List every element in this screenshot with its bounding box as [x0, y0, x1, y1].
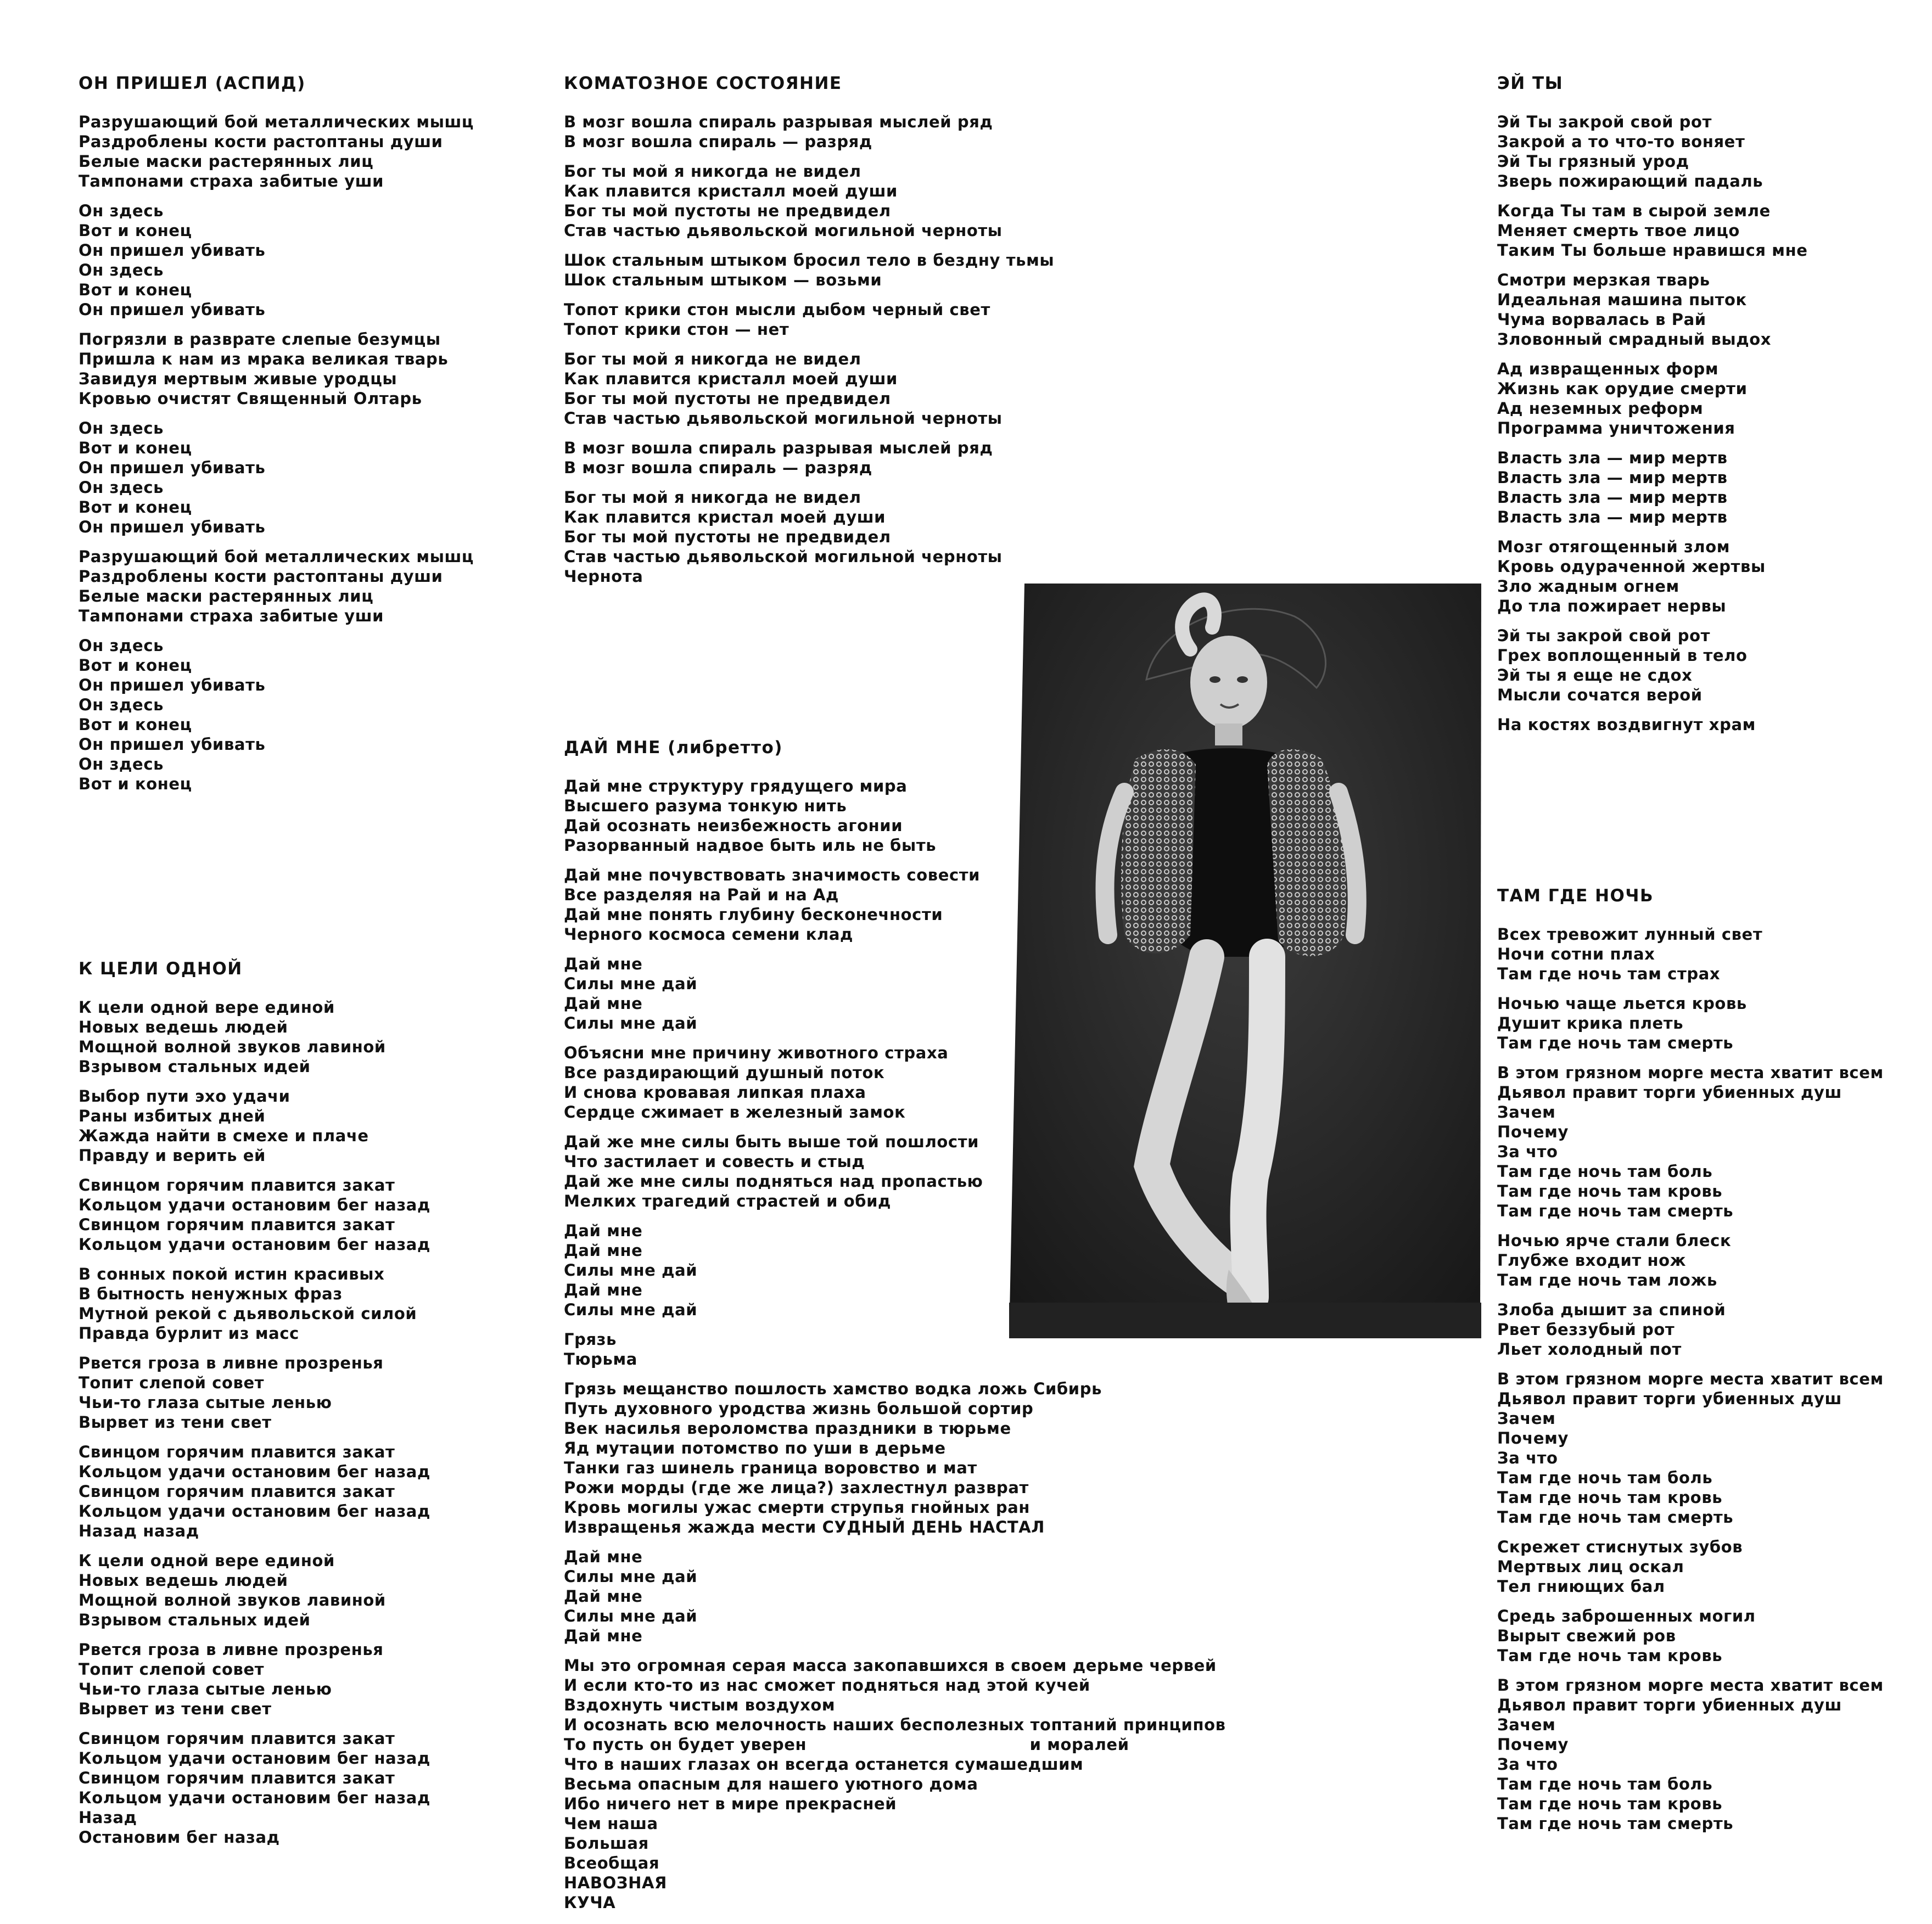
lyric-line: Черного космоса семени клад [564, 925, 854, 944]
lyric-line: Вот и конец [79, 281, 192, 299]
lyric-line: Назад назад [79, 1522, 199, 1540]
lyric-line: Рвется гроза в ливне прозренья [79, 1640, 384, 1659]
song-k-celi-odnoy [79, 959, 430, 1857]
lyric-line: Топот крики стон — нет [564, 320, 789, 339]
lyric-line: Зачем [1497, 1103, 1556, 1121]
lyric-line: Он здесь [79, 201, 164, 220]
lyric-line: Там где ночь там ложь [1497, 1271, 1717, 1289]
lyric-line: Чьи-то глаза сытые ленью [79, 1680, 332, 1698]
lyric-line: Там где ночь там кровь [1497, 1182, 1723, 1201]
lyric-line: Дай мне [564, 994, 643, 1013]
song-lyrics [79, 112, 474, 794]
song-title: ЭЙ ТЫ [1497, 74, 1564, 93]
lyric-line: Дай мне [564, 1587, 643, 1606]
lyric-line: Мертвых лиц оскал [1497, 1557, 1684, 1576]
lyric-line: КУЧА [564, 1893, 616, 1912]
lyric-line: Свинцом горячим плавится закат [79, 1769, 395, 1787]
stanza [79, 418, 474, 537]
lyric-line: Тампонами страха забитые уши [79, 172, 384, 190]
stanza [79, 329, 474, 408]
lyric-line: Правду и верить ей [79, 1146, 266, 1165]
lyric-line: Силы мне дай [564, 1300, 698, 1319]
stanza [564, 349, 1054, 428]
lyric-line: Он здесь [79, 695, 164, 714]
lyric-line: То пусть он будет уверен и моралей [564, 1735, 1129, 1754]
lyric-line: За что [1497, 1142, 1558, 1161]
lyric-line: В этом грязном морге места хватит всем [1497, 1370, 1884, 1388]
lyric-line: Дай мне [564, 1626, 643, 1645]
stanza [1497, 112, 1808, 191]
lyric-line: Разорванный надвое быть иль не быть [564, 836, 937, 855]
lyric-line: В сонных покой истин красивых [79, 1265, 385, 1283]
lyric-line: Мутной рекой с дьявольской силой [79, 1304, 417, 1323]
lyric-line: Закрой а то что-то воняет [1497, 132, 1745, 151]
lyric-line: Дай мне [564, 1281, 643, 1299]
lyric-line: Почему [1497, 1735, 1569, 1754]
song-lyrics [1497, 924, 1884, 1833]
lyric-line: Топот крики стон мысли дыбом черный свет [564, 300, 990, 319]
stanza [79, 997, 430, 1076]
lyric-line: Новых ведешь людей [79, 1018, 288, 1036]
lyric-line: И если кто-то из нас сможет подняться над этой кучей [564, 1676, 1090, 1695]
lyric-line: За что [1497, 1449, 1558, 1467]
lyric-line: Зловонный смрадный выдох [1497, 330, 1772, 349]
lyric-line: Зачем [1497, 1715, 1556, 1734]
lyric-line: Путь духовного уродства жизнь большой сортир [564, 1399, 1034, 1418]
lyric-line: Жажда найти в смехе и плаче [79, 1126, 369, 1145]
lyric-line: Топит слепой совет [79, 1660, 265, 1679]
lyric-line: Силы мне дай [564, 1261, 698, 1280]
lyric-line: Он пришел убивать [79, 300, 266, 319]
stanza [79, 112, 474, 191]
song-on-prishel [79, 74, 474, 804]
lyric-line: Он пришел убивать [79, 518, 266, 536]
stanza [1497, 1063, 1884, 1221]
stanza [79, 1442, 430, 1541]
stanza [79, 201, 474, 319]
stanza [564, 487, 1054, 586]
lyric-line: Силы мне дай [564, 1607, 698, 1625]
lyric-line: Мощной волной звуков лавиной [79, 1037, 386, 1056]
lyric-line: Он пришел убивать [79, 241, 266, 260]
lyric-line: Разрушающий бой металлических мышц [79, 113, 474, 131]
lyric-line: Яд мутации потомство по уши в дерьме [564, 1439, 946, 1457]
lyric-line: Программа уничтожения [1497, 419, 1735, 437]
song-title: К ЦЕЛИ ОДНОЙ [79, 959, 243, 979]
lyric-line: Тел гниющих бал [1497, 1577, 1665, 1596]
lyric-line: Вот и конец [79, 221, 192, 240]
lyric-line: Что застилает и совесть и стыд [564, 1152, 865, 1171]
lyric-line: Новых ведешь людей [79, 1571, 288, 1590]
stanza [1497, 201, 1808, 260]
lyric-line: Чьи-то глаза сытые ленью [79, 1393, 332, 1412]
lyric-line: Дай мне [564, 1547, 643, 1566]
song-tam-gde-noch [1497, 886, 1884, 1843]
lyric-line: Ад извращенных форм [1497, 360, 1719, 378]
lyric-line: НАВОЗНАЯ [564, 1873, 667, 1892]
song-lyrics [564, 112, 1054, 586]
lyric-line: Всеобщая [564, 1854, 660, 1872]
lyric-line: Дьявол правит торги убиенных душ [1497, 1389, 1842, 1408]
lyric-line: Раздроблены кости растоптаны души [79, 567, 443, 586]
lyric-line: Мысли сочатся верой [1497, 686, 1703, 704]
lyric-line: Зло жадным огнем [1497, 577, 1679, 596]
song-komatoznoe [564, 74, 1054, 596]
lyric-line: Он пришел убивать [79, 458, 266, 477]
lyric-line: Силы мне дай [564, 974, 698, 993]
lyric-line: Льет холодный пот [1497, 1340, 1682, 1359]
lyric-line: Вырвет из тени свет [79, 1413, 272, 1432]
lyric-line: Кровь одураченной жертвы [1497, 557, 1766, 576]
lyric-line: Рвет беззубый рот [1497, 1320, 1675, 1339]
lyric-line: Зверь пожирающий падаль [1497, 172, 1763, 190]
lyric-line: Он пришел убивать [79, 676, 266, 694]
lyric-line: Кольцом удачи остановим бег назад [79, 1196, 430, 1214]
lyric-line: В мозг вошла спираль разрывая мыслей ряд [564, 113, 993, 131]
lyric-line: Дай мне понять глубину бесконечности [564, 905, 943, 924]
lyric-line: Вот и конец [79, 656, 192, 675]
lyric-line: Век насилья вероломства праздники в тюрьме [564, 1419, 1011, 1438]
stanza [1497, 1369, 1884, 1527]
lyric-line: Там где ночь там боль [1497, 1775, 1713, 1793]
lyric-line: Там где ночь там смерть [1497, 1034, 1734, 1052]
lyric-line: Все раздирающий душный поток [564, 1063, 885, 1082]
lyric-line: Остановим бег назад [79, 1828, 280, 1847]
lyric-line: Ад неземных реформ [1497, 399, 1704, 418]
dancer-photo [1009, 584, 1481, 1338]
lyric-line: Там где ночь там смерть [1497, 1508, 1734, 1527]
lyric-line: Грязь мещанство пошлость хамство водка ложь Сибирь [564, 1379, 1102, 1398]
lyric-line: Зачем [1497, 1409, 1556, 1428]
lyric-line: Кровью очистят Священный Олтарь [79, 389, 422, 408]
lyric-line: Как плавится кристалл моей души [564, 369, 898, 388]
lyric-line: Свинцом горячим плавится закат [79, 1176, 395, 1194]
lyric-line: Став частью дьявольской могильной черноты [564, 547, 1003, 566]
lyric-line: Дай мне [564, 955, 643, 973]
lyric-line: Там где ночь там страх [1497, 964, 1721, 983]
lyric-line: В мозг вошла спираль — разряд [564, 458, 872, 477]
stanza [564, 250, 1054, 290]
lyric-line: Чем наша [564, 1814, 658, 1833]
lyric-line: Бог ты мой я никогда не видел [564, 350, 861, 368]
lyric-line: Кольцом удачи остановим бег назад [79, 1235, 430, 1254]
lyric-line: В мозг вошла спираль разрывая мыслей ряд [564, 439, 993, 457]
lyric-line: Кровь могилы ужас смерти струпья гнойных ран [564, 1498, 1031, 1517]
lyric-line: Дьявол правит торги убиенных душ [1497, 1696, 1842, 1714]
stanza [79, 1264, 430, 1343]
lyric-line: Смотри мерзкая тварь [1497, 271, 1710, 289]
lyric-line: К цели одной вере единой [79, 998, 335, 1017]
stanza [564, 112, 1054, 152]
lyric-line: Шок стальным штыком бросил тело в бездну тьмы [564, 251, 1055, 270]
lyric-line: Там где ночь там смерть [1497, 1814, 1734, 1833]
lyric-line: Грех воплощенный в тело [1497, 646, 1748, 665]
lyric-line: И снова кровавая липкая плаха [564, 1083, 866, 1102]
lyric-line: Он здесь [79, 419, 164, 437]
stanza [79, 1640, 430, 1719]
stanza [1497, 359, 1808, 438]
lyric-line: Власть зла — мир мертв [1497, 488, 1728, 507]
stanza [564, 1547, 1226, 1646]
lyric-line: Погрязли в разврате слепые безумцы [79, 330, 441, 349]
stanza [1497, 924, 1884, 984]
lyric-line: Средь заброшенных могил [1497, 1607, 1756, 1625]
lyric-line: Почему [1497, 1123, 1569, 1141]
stanza [1497, 994, 1884, 1053]
stanza [79, 1551, 430, 1630]
stanza [79, 1086, 430, 1165]
lyric-line: Что в наших глазах он всегда останется сумашедшим [564, 1755, 1084, 1774]
lyric-line: В бытность ненужных фраз [79, 1284, 343, 1303]
lyric-line: Белые маски растерянных лиц [79, 152, 374, 171]
stanza [1497, 270, 1808, 349]
lyric-line: Он здесь [79, 478, 164, 497]
lyric-line: Извращенья жажда мести СУДНЫЙ ДЕНЬ НАСТАЛ [564, 1518, 1045, 1536]
lyric-line: Дьявол правит торги убиенных душ [1497, 1083, 1842, 1102]
lyric-line: Ночью ярче стали блеск [1497, 1231, 1732, 1250]
lyric-line: Там где ночь там кровь [1497, 1794, 1723, 1813]
stanza [1497, 448, 1808, 527]
stanza [1497, 1675, 1884, 1833]
lyric-line: Жизнь как орудие смерти [1497, 379, 1748, 398]
lyric-line: Силы мне дай [564, 1567, 698, 1586]
stanza [1497, 1537, 1884, 1596]
song-lyrics [79, 997, 430, 1847]
lyric-line: Он пришел убивать [79, 735, 266, 754]
stanza [1497, 1300, 1884, 1359]
stanza [564, 438, 1054, 478]
lyric-line: К цели одной вере единой [79, 1551, 335, 1570]
lyric-line: В мозг вошла спираль — разряд [564, 132, 872, 151]
lyric-line: Сердце сжимает в железный замок [564, 1103, 906, 1121]
lyric-line: Там где ночь там боль [1497, 1162, 1713, 1181]
lyric-line: Рожи морды (где же лица?) захлестнул разврат [564, 1478, 1029, 1497]
lyric-line: Мозг отягощенный злом [1497, 537, 1731, 556]
stanza [564, 1379, 1226, 1537]
lyric-line: Кольцом удачи остановим бег назад [79, 1788, 430, 1807]
lyric-line: Меняет смерть твое лицо [1497, 221, 1740, 240]
lyric-line: Весьма опасным для нашего уютного дома [564, 1775, 978, 1793]
lyric-line: Там где ночь там боль [1497, 1468, 1713, 1487]
lyric-line: Эй ты закрой свой рот [1497, 626, 1710, 645]
lyric-line: Как плавится кристалл моей души [564, 182, 898, 200]
lyric-line: Чума ворвалась в Рай [1497, 310, 1706, 329]
lyric-line: Объясни мне причину животного страха [564, 1044, 949, 1062]
lyric-line: Все разделяя на Рай и на Ад [564, 885, 839, 904]
lyric-line: Вздохнуть чистым воздухом [564, 1696, 836, 1714]
lyric-line: Вот и конец [79, 439, 192, 457]
lyric-line: Он здесь [79, 755, 164, 773]
lyric-line: Там где ночь там смерть [1497, 1202, 1734, 1220]
lyric-line: Тампонами страха забитые уши [79, 607, 384, 625]
lyric-line: Эй Ты закрой свой рот [1497, 113, 1712, 131]
lyric-line: Раздроблены кости растоптаны души [79, 132, 443, 151]
lyric-line: Ночью чаще льется кровь [1497, 994, 1747, 1013]
lyric-line: Мощной волной звуков лавиной [79, 1591, 386, 1609]
lyric-line: Топит слепой совет [79, 1373, 265, 1392]
stanza [1497, 715, 1808, 734]
lyric-line: За что [1497, 1755, 1558, 1774]
stanza [79, 636, 474, 794]
lyric-line: Правда бурлит из масс [79, 1324, 299, 1343]
lyric-line: Разрушающий бой металлических мышц [79, 547, 474, 566]
lyric-line: Выбор пути эхо удачи [79, 1087, 290, 1106]
lyric-line: Белые маски растерянных лиц [79, 587, 374, 605]
lyric-line: Как плавится кристал моей души [564, 508, 886, 526]
lyric-line: Бог ты мой пустоты не предвидел [564, 389, 891, 408]
lyric-line: Дай же мне силы подняться над пропастью [564, 1172, 983, 1191]
lyric-line: Назад [79, 1808, 137, 1827]
lyric-line: Эй Ты грязный урод [1497, 152, 1689, 171]
song-ey-ty [1497, 74, 1808, 744]
lyric-line: Дай мне почувствовать значимость совести [564, 866, 981, 884]
lyric-line: Свинцом горячим плавится закат [79, 1443, 395, 1461]
lyric-line: Почему [1497, 1429, 1569, 1448]
lyric-line: Бог ты мой я никогда не видел [564, 488, 861, 507]
lyric-line: Свинцом горячим плавится закат [79, 1482, 395, 1501]
lyric-line: Бог ты мой пустоты не предвидел [564, 528, 891, 546]
lyric-line: Взрывом стальных идей [79, 1057, 311, 1076]
stanza [1497, 1606, 1884, 1665]
lyric-line: Танки газ шинель граница воровство и мат [564, 1459, 977, 1477]
lyric-line: Кольцом удачи остановим бег назад [79, 1502, 430, 1521]
stanza [1497, 1231, 1884, 1290]
lyric-line: На костях воздвигнут храм [1497, 715, 1756, 734]
lyric-line: Дай мне [564, 1221, 643, 1240]
stanza [564, 161, 1054, 240]
lyric-line: Дай осознать неизбежность агонии [564, 816, 903, 835]
lyric-line: Вот и конец [79, 715, 192, 734]
song-title: ТАМ ГДЕ НОЧЬ [1497, 886, 1654, 906]
lyric-line: Власть зла — мир мертв [1497, 468, 1728, 487]
lyric-line: Дай мне структуру грядущего мира [564, 777, 908, 795]
lyric-line: Вырыт свежий ров [1497, 1626, 1676, 1645]
lyric-line: Мы это огромная серая масса закопавшихся в своем дерьме червей [564, 1656, 1217, 1675]
lyric-line: Там где ночь там кровь [1497, 1646, 1723, 1665]
song-title: КОМАТОЗНОЕ СОСТОЯНИЕ [564, 74, 842, 93]
lyric-line: Вот и конец [79, 775, 192, 793]
lyric-line: В этом грязном морге места хватит всем [1497, 1676, 1884, 1695]
lyric-line: Взрывом стальных идей [79, 1611, 311, 1629]
lyric-line: Вырвет из тени свет [79, 1699, 272, 1718]
lyric-line: Став частью дьявольской могильной черноты [564, 409, 1003, 428]
lyric-line: В этом грязном морге места хватит всем [1497, 1063, 1884, 1082]
lyric-line: Дай мне [564, 1241, 643, 1260]
lyric-line: Завидуя мертвым живые уродцы [79, 369, 397, 388]
lyric-line: Свинцом горячим плавится закат [79, 1729, 395, 1748]
lyric-line: Свинцом горячим плавится закат [79, 1215, 395, 1234]
lyric-line: Власть зла — мир мертв [1497, 508, 1728, 526]
lyric-line: Душит крика плеть [1497, 1014, 1684, 1033]
lyric-line: Скрежет стиснутых зубов [1497, 1538, 1743, 1556]
lyric-line: Высшего разума тонкую нить [564, 796, 847, 815]
song-title: ОН ПРИШЕЛ (АСПИД) [79, 74, 306, 93]
lyric-line: Пришла к нам из мрака великая тварь [79, 350, 449, 368]
lyric-line: Мелких трагедий страстей и обид [564, 1192, 892, 1210]
lyric-line: Дай же мне силы быть выше той пошлости [564, 1132, 979, 1151]
stanza [564, 300, 1054, 339]
lyric-line: Он здесь [79, 261, 164, 279]
lyric-line: Бог ты мой пустоты не предвидел [564, 201, 891, 220]
lyric-line: Злоба дышит за спиной [1497, 1300, 1726, 1319]
lyric-line: Всех тревожит лунный свет [1497, 925, 1763, 944]
lyric-line: Глубже входит нож [1497, 1251, 1687, 1270]
lyric-line: И осознать всю мелочность наших бесполезных топтаний принципов [564, 1715, 1226, 1734]
lyric-line: До тла пожирает нервы [1497, 597, 1727, 615]
lyric-line: Ибо ничего нет в мире прекрасней [564, 1794, 897, 1813]
lyric-line: Став частью дьявольской могильной черноты [564, 221, 1003, 240]
lyric-line: Чернота [564, 567, 643, 586]
lyric-line: Тюрьма [564, 1350, 637, 1368]
lyric-line: Грязь [564, 1330, 617, 1349]
stanza [1497, 537, 1808, 616]
lyric-line: Власть зла — мир мертв [1497, 448, 1728, 467]
stanza [79, 1175, 430, 1254]
lyric-line: Там где ночь там кровь [1497, 1488, 1723, 1507]
stanza [564, 1656, 1226, 1912]
lyric-line: Бог ты мой я никогда не видел [564, 162, 861, 181]
lyric-line: Кольцом удачи остановим бег назад [79, 1462, 430, 1481]
lyric-line: Раны избитых дней [79, 1107, 266, 1125]
stanza [79, 1729, 430, 1847]
lyric-line: Кольцом удачи остановим бег назад [79, 1749, 430, 1768]
lyric-line: Ночи сотни плах [1497, 945, 1655, 963]
lyric-line: Идеальная машина пыток [1497, 290, 1747, 309]
lyric-line: Рвется гроза в ливне прозренья [79, 1354, 384, 1372]
lyric-line: Эй ты я еще не сдох [1497, 666, 1693, 685]
stanza [79, 1353, 430, 1432]
lyric-line: Таким Ты больше нравишся мне [1497, 241, 1808, 260]
song-lyrics [1497, 112, 1808, 734]
lyric-line: Он здесь [79, 636, 164, 655]
stanza [1497, 626, 1808, 705]
lyric-line: Шок стальным штыком — возьми [564, 271, 882, 289]
lyric-line: Силы мне дай [564, 1014, 698, 1033]
stanza [79, 547, 474, 626]
lyric-line: Вот и конец [79, 498, 192, 517]
lyric-line: Когда Ты там в сырой земле [1497, 201, 1771, 220]
lyric-line: Большая [564, 1834, 649, 1853]
song-title: ДАЙ МНЕ (либретто) [564, 738, 783, 758]
